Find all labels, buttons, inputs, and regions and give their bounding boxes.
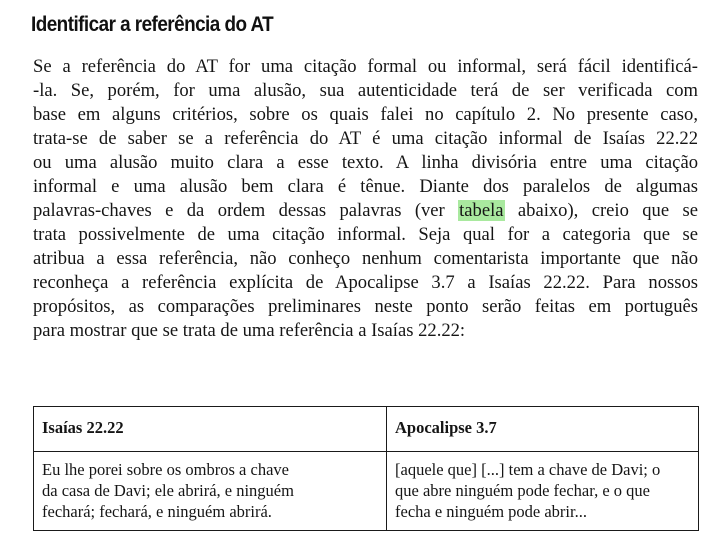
cell-line: que abre ninguém pode fechar, e o que <box>395 481 650 500</box>
paragraph-line-with-highlight <box>33 199 698 223</box>
paragraph-line: reconheça a referência explícita de Apocalipse 3.7 a Isaías 22.22. Para nossos <box>33 272 698 293</box>
cell-apocalipse-text <box>387 452 699 531</box>
paragraph-line: ou uma alusão muito clara a esse texto. A linha divisória entre uma citação <box>33 152 698 173</box>
header-apocalipse: Apocalipse 3.7 <box>387 407 699 452</box>
table-header-row <box>34 407 699 452</box>
paragraph-line: trata-se de saber se a referência do AT é uma citação informal de Isaías 22.22 <box>33 128 698 149</box>
highlighted-word[interactable]: tabela <box>459 200 504 221</box>
text-before-highlight: palavras-chaves e da ordem dessas palavras (ver <box>33 200 459 221</box>
paragraph-line: -la. Se, porém, for uma alusão, sua autenticidade terá de ser verificada com <box>33 80 698 101</box>
cell-line: fecha e ninguém pode abrir... <box>395 502 587 521</box>
paragraph-line: propósitos, as comparações preliminares neste ponto serão feitas em português <box>33 296 698 317</box>
paragraph-line: base em alguns critérios, sobre os quais falei no capítulo 2. No presente caso, <box>33 104 698 125</box>
comparison-table <box>33 406 699 531</box>
section-heading: Identificar a referência do AT <box>31 13 274 36</box>
table-row <box>34 452 699 531</box>
cell-line: [aquele que] [...] tem a chave de Davi; o <box>395 460 661 479</box>
cell-line: fechará; fechará, e ninguém abrirá. <box>42 502 272 521</box>
header-isaias: Isaías 22.22 <box>34 407 387 452</box>
cell-line: da casa de Davi; ele abrirá, e ninguém <box>42 481 294 500</box>
paragraph-line: Se a referência do AT for uma citação formal ou informal, será fácil identificá- <box>33 56 698 77</box>
text-after-highlight: abaixo), creio que se <box>504 200 698 221</box>
paragraph-line: trata possivelmente de uma citação informal. Seja qual for a categoria que se <box>33 224 698 245</box>
paragraph-line: atribua a essa referência, não conheço nenhum comentarista importante que não <box>33 248 698 269</box>
paragraph-line: para mostrar que se trata de uma referência a Isaías 22.22: <box>33 320 466 341</box>
paragraph-line: informal e uma alusão bem clara é tênue. Diante dos paralelos de algumas <box>33 176 698 197</box>
cell-line: Eu lhe porei sobre os ombros a chave <box>42 460 289 479</box>
cell-isaias-text <box>34 452 387 531</box>
